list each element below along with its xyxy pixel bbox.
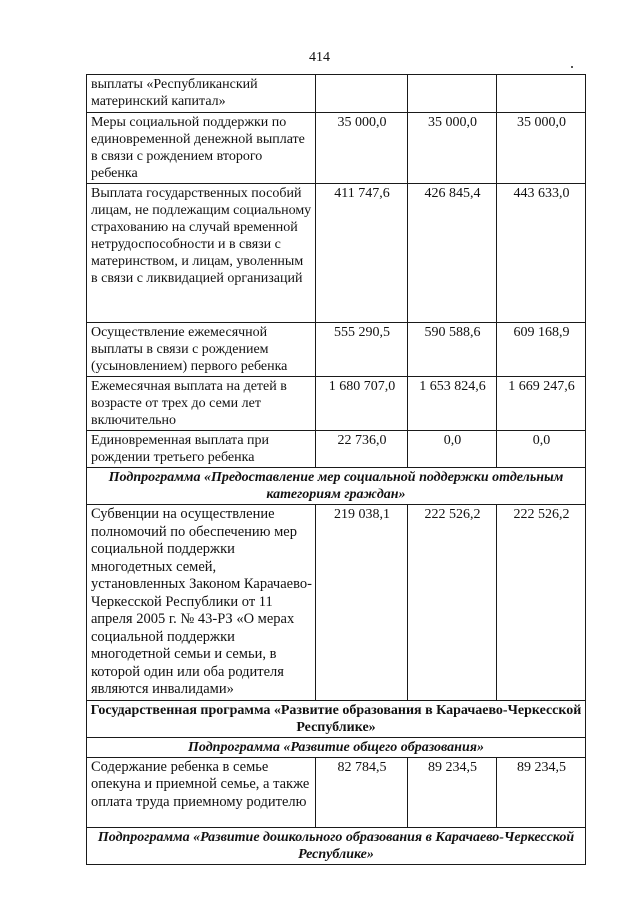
value-col1 xyxy=(316,75,408,113)
subprogram-title: Подпрограмма «Развитие дошкольного образования в Карачаево-Черкесской Республике» xyxy=(87,827,586,864)
value-col2: 590 588,6 xyxy=(408,323,497,377)
subprogram-heading xyxy=(87,827,586,864)
scan-speck xyxy=(571,66,573,68)
value-col1: 411 747,6 xyxy=(316,184,408,323)
table-row xyxy=(87,113,586,184)
value-col3: 1 669 247,6 xyxy=(497,377,586,431)
subprogram-heading xyxy=(87,468,586,505)
value-col2: 35 000,0 xyxy=(408,113,497,184)
row-name: Выплата государственных пособий лицам, не подлежащим социальному страхованию на случай временной нетрудоспособности и в связи с материнством, и лицам, уволенным в связи с ликвидацией организаций xyxy=(87,184,316,323)
value-col1: 555 290,5 xyxy=(316,323,408,377)
program-heading xyxy=(87,700,586,737)
table-row xyxy=(87,505,586,701)
value-col1: 1 680 707,0 xyxy=(316,377,408,431)
value-col1: 35 000,0 xyxy=(316,113,408,184)
value-col2: 1 653 824,6 xyxy=(408,377,497,431)
row-name: Осуществление ежемесячной выплаты в связи с рождением (усыновлением) первого ребенка xyxy=(87,323,316,377)
value-col3 xyxy=(497,75,586,113)
row-name: Содержание ребенка в семье опекуна и приемной семье, а также оплата труда приемному родителю xyxy=(87,757,316,827)
value-col3: 35 000,0 xyxy=(497,113,586,184)
row-name: Ежемесячная выплата на детей в возрасте от трех до семи лет включительно xyxy=(87,377,316,431)
table-row xyxy=(87,431,586,468)
row-name: Субвенции на осуществление полномочий по обеспечению мер социальной поддержки многодетных семей, установленных Законом Карачаево-Черкесской Республики от 11 апреля 2005 г. № 43-РЗ «О мерах социальной поддержки многодетной семьи и семьи, в которой один или оба родителя являются инвалидами» xyxy=(87,505,316,701)
table-row xyxy=(87,377,586,431)
value-col2: 426 845,4 xyxy=(408,184,497,323)
value-col1: 219 038,1 xyxy=(316,505,408,701)
value-col1: 82 784,5 xyxy=(316,757,408,827)
row-name: Меры социальной поддержки по единовременной денежной выплате в связи с рождением второго ребенка xyxy=(87,113,316,184)
table-row xyxy=(87,757,586,827)
value-col2: 0,0 xyxy=(408,431,497,468)
value-col3: 443 633,0 xyxy=(497,184,586,323)
subprogram-title: Подпрограмма «Развитие общего образования» xyxy=(87,737,586,757)
budget-table xyxy=(86,74,586,865)
value-col3: 89 234,5 xyxy=(497,757,586,827)
page-number: 414 xyxy=(309,50,330,65)
value-col2: 222 526,2 xyxy=(408,505,497,701)
value-col2: 89 234,5 xyxy=(408,757,497,827)
value-col3: 609 168,9 xyxy=(497,323,586,377)
value-col2 xyxy=(408,75,497,113)
program-title: Государственная программа «Развитие образования в Карачаево-Черкесской Республике» xyxy=(87,700,586,737)
table-row xyxy=(87,75,586,113)
row-name: Единовременная выплата при рождении третьего ребенка xyxy=(87,431,316,468)
table-row xyxy=(87,184,586,323)
value-col3: 0,0 xyxy=(497,431,586,468)
value-col1: 22 736,0 xyxy=(316,431,408,468)
subprogram-title: Подпрограмма «Предоставление мер социальной поддержки отдельным категориям граждан» xyxy=(87,468,586,505)
table-row xyxy=(87,323,586,377)
row-name: выплаты «Республиканский материнский капитал» xyxy=(87,75,316,113)
value-col3: 222 526,2 xyxy=(497,505,586,701)
subprogram-heading xyxy=(87,737,586,757)
